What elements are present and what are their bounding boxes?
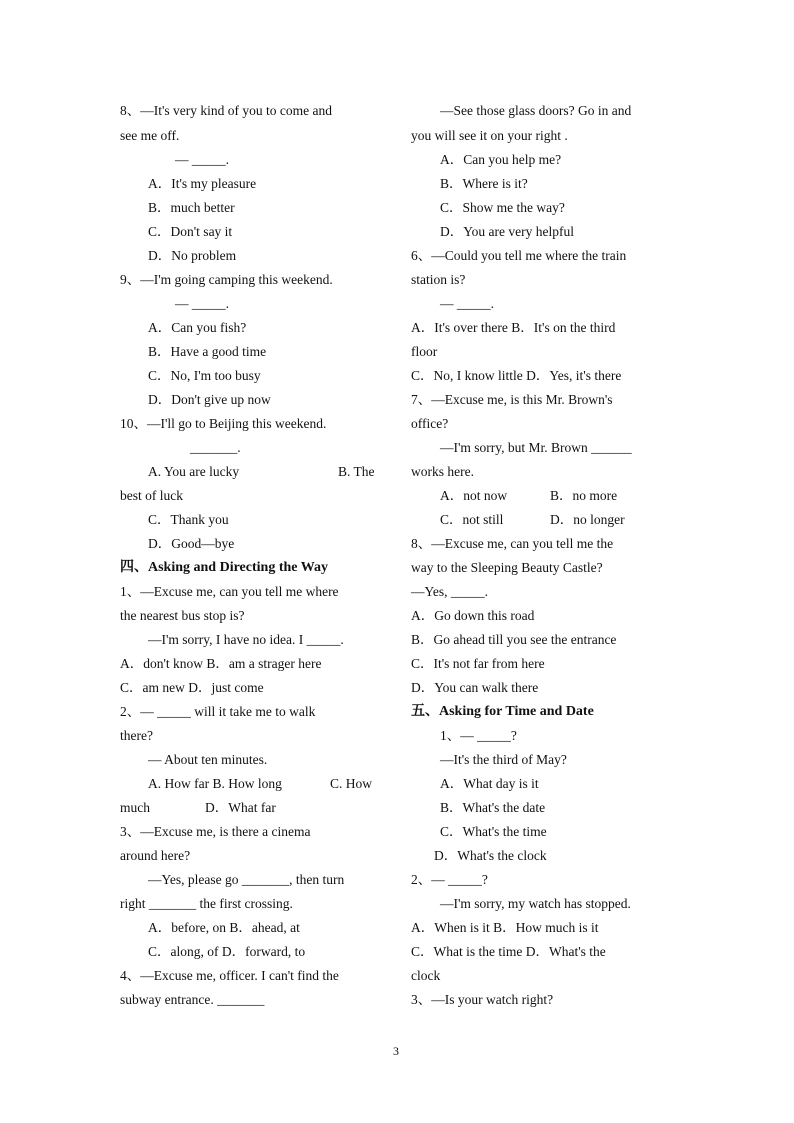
right-text-line: office? bbox=[411, 416, 449, 431]
left-text-line: B．Have a good time bbox=[148, 344, 267, 359]
right-text-line: —See those glass doors? Go in and bbox=[440, 103, 632, 118]
right-text-line: A．What day is it bbox=[440, 776, 539, 791]
left-text-line: 10、—I'll go to Beijing this weekend. bbox=[120, 416, 327, 431]
left-text-line: best of luck bbox=[120, 488, 183, 503]
right-text-line: 3、—Is your watch right? bbox=[411, 992, 554, 1007]
left-text-line: see me off. bbox=[120, 128, 180, 143]
right-text-line: — _____. bbox=[440, 296, 494, 311]
left-text-line: there? bbox=[120, 728, 153, 743]
right-text-line: —Yes, _____. bbox=[411, 584, 489, 599]
left-text-line: D．Don't give up now bbox=[148, 392, 271, 407]
left-text-line: 9、—I'm going camping this weekend. bbox=[120, 272, 333, 287]
left-text-line: C．along, of D．forward, to bbox=[148, 944, 306, 959]
right-text-line: A．When is it B．How much is it bbox=[411, 920, 599, 935]
left-text-line: 1、—Excuse me, can you tell me where bbox=[120, 584, 339, 599]
right-text-line: works here. bbox=[411, 464, 474, 479]
right-text-line: C．No, I know little D．Yes, it's there bbox=[411, 368, 622, 383]
right-text-line: you will see it on your right . bbox=[411, 128, 568, 143]
right-text-line: B．What's the date bbox=[440, 800, 546, 815]
left-text-line: A. You are lucky bbox=[148, 464, 240, 479]
right-text-line: 8、—Excuse me, can you tell me the bbox=[411, 536, 614, 551]
right-text-line: B．Go ahead till you see the entrance bbox=[411, 632, 617, 647]
right-text-line: way to the Sleeping Beauty Castle? bbox=[411, 560, 603, 575]
left-text-line: 8、—It's very kind of you to come and bbox=[120, 103, 333, 118]
left-text-line: C. How bbox=[330, 776, 373, 791]
left-text-line: C．No, I'm too busy bbox=[148, 368, 261, 383]
left-text-line: the nearest bus stop is? bbox=[120, 608, 245, 623]
left-text-line: — _____. bbox=[175, 152, 229, 167]
right-text-line: B．no more bbox=[550, 488, 618, 503]
right-text-line: 1、— _____? bbox=[440, 728, 517, 743]
right-text-line: A．Can you help me? bbox=[440, 152, 562, 167]
left-text-line: A．It's my pleasure bbox=[148, 176, 257, 191]
left-text-line: right _______ the first crossing. bbox=[120, 896, 293, 911]
right-text-line: —I'm sorry, but Mr. Brown ______ bbox=[440, 440, 632, 455]
right-text-line: C．not still bbox=[440, 512, 504, 527]
right-text-line: D．no longer bbox=[550, 512, 625, 527]
left-text-line: A．don't know B．am a strager here bbox=[120, 656, 322, 671]
right-text-line: C．What's the time bbox=[440, 824, 547, 839]
right-text-line: C．It's not far from here bbox=[411, 656, 545, 671]
right-text-line: B．Where is it? bbox=[440, 176, 528, 191]
right-text-line: A．Go down this road bbox=[411, 608, 535, 623]
left-text-line: _______. bbox=[190, 440, 241, 455]
left-text-line: D．Good—bye bbox=[148, 536, 235, 551]
right-text-line: 2、— _____? bbox=[411, 872, 488, 887]
right-text-line: 6、—Could you tell me where the train bbox=[411, 248, 627, 263]
right-text-line: —It's the third of May? bbox=[440, 752, 567, 767]
left-text-line: much bbox=[120, 800, 150, 815]
left-text-line: around here? bbox=[120, 848, 191, 863]
right-text-line: C．Show me the way? bbox=[440, 200, 565, 215]
left-text-line: B. The bbox=[338, 464, 375, 479]
right-text-line: A．not now bbox=[440, 488, 508, 503]
left-text-line: D．What far bbox=[205, 800, 276, 815]
right-text-line: floor bbox=[411, 344, 438, 359]
left-text-line: —I'm sorry, I have no idea. I _____. bbox=[148, 632, 344, 647]
left-text-line: A. How far B. How long bbox=[148, 776, 282, 791]
section-heading: 五、Asking for Time and Date bbox=[411, 704, 594, 719]
left-text-line: 3、—Excuse me, is there a cinema bbox=[120, 824, 311, 839]
left-text-line: subway entrance. _______ bbox=[120, 992, 265, 1007]
right-text-line: —I'm sorry, my watch has stopped. bbox=[440, 896, 631, 911]
right-text-line: clock bbox=[411, 968, 441, 983]
right-text-line: C．What is the time D．What's the bbox=[411, 944, 606, 959]
left-text-line: 2、— _____ will it take me to walk bbox=[120, 704, 316, 719]
section-heading: 四、Asking and Directing the Way bbox=[120, 560, 328, 575]
left-text-line: — _____. bbox=[175, 296, 229, 311]
left-text-line: —Yes, please go _______, then turn bbox=[148, 872, 345, 887]
left-text-line: C．Don't say it bbox=[148, 224, 233, 239]
right-text-line: 7、—Excuse me, is this Mr. Brown's bbox=[411, 392, 613, 407]
right-text-line: D．You are very helpful bbox=[440, 224, 574, 239]
left-text-line: C．Thank you bbox=[148, 512, 229, 527]
left-text-line: B．much better bbox=[148, 200, 235, 215]
right-text-line: D．What's the clock bbox=[434, 848, 547, 863]
left-text-line: 4、—Excuse me, officer. I can't find the bbox=[120, 968, 339, 983]
left-text-line: A．before, on B．ahead, at bbox=[148, 920, 300, 935]
right-text-line: D．You can walk there bbox=[411, 680, 539, 695]
left-text-line: — About ten minutes. bbox=[148, 752, 268, 767]
left-text-line: C．am new D．just come bbox=[120, 680, 264, 695]
right-text-line: A．It's over there B．It's on the third bbox=[411, 320, 616, 335]
left-text-line: D．No problem bbox=[148, 248, 237, 263]
right-text-line: station is? bbox=[411, 272, 466, 287]
left-text-line: A．Can you fish? bbox=[148, 320, 247, 335]
page-number: 3 bbox=[393, 1044, 399, 1058]
